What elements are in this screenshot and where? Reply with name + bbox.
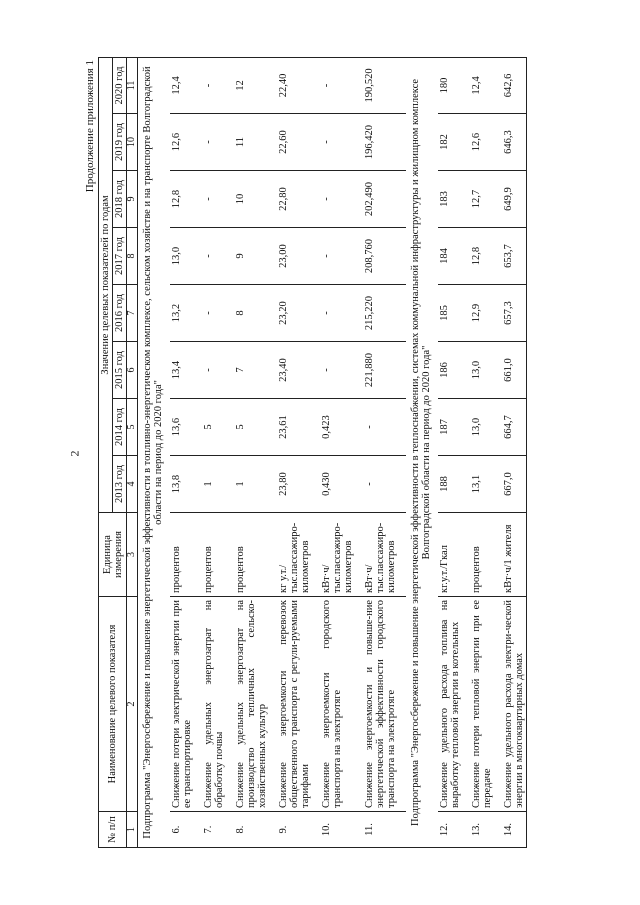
indicator-value: 642,6 (502, 57, 527, 113)
indicator-value: 1 (234, 456, 269, 513)
header-no: № п/п (99, 812, 127, 848)
column-number: 10 (127, 114, 138, 171)
indicator-value: 22,60 (277, 114, 312, 171)
indicator-value: 5 (234, 399, 269, 456)
indicator-unit: кВт·ч/1 жителя (502, 513, 527, 597)
column-number: 2 (127, 597, 138, 812)
column-number: 8 (127, 228, 138, 285)
column-number: 11 (127, 57, 138, 113)
row-spacer (269, 57, 277, 847)
column-number: 5 (127, 399, 138, 456)
header-year: 2018 год (113, 171, 127, 228)
indicator-value: 12,4 (170, 57, 194, 113)
row-spacer (194, 57, 202, 847)
header-year: 2017 год (113, 228, 127, 285)
indicator-value: 184 (438, 228, 462, 285)
table-row (502, 57, 527, 847)
indicator-value: - (202, 285, 226, 342)
table-row (470, 57, 494, 847)
indicator-unit: процентов (170, 513, 194, 597)
indicator-value: 182 (438, 114, 462, 171)
indicator-value: 12,6 (170, 114, 194, 171)
indicator-value: - (202, 114, 226, 171)
indicator-value: - (320, 285, 355, 342)
indicator-value: 13,8 (170, 456, 194, 513)
indicator-value: 196,420 (363, 114, 398, 171)
indicator-value: 13,0 (470, 342, 494, 399)
indicator-value: 208,760 (363, 228, 398, 285)
indicator-value: 12,4 (470, 57, 494, 113)
indicator-value: 8 (234, 285, 269, 342)
indicator-value: 13,4 (170, 342, 194, 399)
indicator-value: 12,6 (470, 114, 494, 171)
indicator-value: 22,40 (277, 57, 312, 113)
indicator-name: Снижение удельного расхода топлива на выработку тепловой энергии в котельных (438, 597, 462, 812)
indicator-value: 646,3 (502, 114, 527, 171)
indicator-unit: процентов (470, 513, 494, 597)
indicator-value: 661,0 (502, 342, 527, 399)
indicator-value: 11 (234, 114, 269, 171)
column-number: 4 (127, 456, 138, 513)
indicator-value: 180 (438, 57, 462, 113)
indicator-value: - (363, 399, 398, 456)
header-year: 2020 год (113, 57, 127, 113)
indicator-value: 13,1 (470, 456, 494, 513)
indicator-value: 10 (234, 171, 269, 228)
header-name: Наименование целевого показателя (99, 597, 127, 812)
page-number: 2 (67, 450, 82, 457)
indicator-name: Снижение потери тепловой энергии при ее передаче (470, 597, 494, 812)
indicator-value: - (320, 342, 355, 399)
indicator-value: 23,80 (277, 456, 312, 513)
indicator-unit: кг.у.т./Гкал (438, 513, 462, 597)
table-row (170, 57, 194, 847)
indicator-number: 11. (363, 812, 398, 848)
indicator-name: Снижение потери электрической энергии при ее транспортировке (170, 597, 194, 812)
indicator-value: 215,220 (363, 285, 398, 342)
indicator-value: 22,80 (277, 171, 312, 228)
indicator-number: 14. (502, 812, 527, 848)
indicator-value: 202,490 (363, 171, 398, 228)
indicator-value: 187 (438, 399, 462, 456)
indicator-name: Снижение энергоемкости перевозок общественного транспорта с регули-руемыми тарифами (277, 597, 312, 812)
indicator-value: 185 (438, 285, 462, 342)
indicator-value: - (320, 57, 355, 113)
indicator-value: - (202, 57, 226, 113)
indicator-value: - (202, 342, 226, 399)
indicator-number: 13. (470, 812, 494, 848)
indicator-value: 7 (234, 342, 269, 399)
rotated-document (82, 58, 582, 848)
indicator-number: 12. (438, 812, 462, 848)
column-numbers-row (127, 57, 138, 847)
indicator-number: 6. (170, 812, 194, 848)
indicator-number: 8. (234, 812, 269, 848)
header-year: 2014 год (113, 399, 127, 456)
table-row (320, 57, 355, 847)
row-spacer (398, 57, 406, 847)
table-row (202, 57, 226, 847)
indicator-unit: процентов (202, 513, 226, 597)
indicator-value: 5 (202, 399, 226, 456)
subprogram-title: Подпрограмма "Энергосбережение и повышение энергетической эффективности в теплоснабжении, системах коммунальной инфраструктуры и жилищном комплексе Волгоградской области на период до 2020 года" (406, 57, 438, 847)
indicator-value: 183 (438, 171, 462, 228)
indicator-value: 667,0 (502, 456, 527, 513)
indicator-value: - (202, 171, 226, 228)
indicator-unit: кВт·ч/ тыс.пассажиро-километров (320, 513, 355, 597)
indicator-unit: кВт·ч/ тыс.пассажиро-километров (363, 513, 398, 597)
indicator-value: 23,20 (277, 285, 312, 342)
indicator-value: 649,9 (502, 171, 527, 228)
header-years-group: Значение целевых показателей по годам (99, 57, 113, 512)
indicator-number: 9. (277, 812, 312, 848)
header-year: 2019 год (113, 114, 127, 171)
indicator-value: - (320, 114, 355, 171)
indicator-table (98, 57, 527, 848)
subprogram-title: Подпрограмма "Энергосбережение и повышение энергетической эффективности в топливно-энергетическом комплексе, сельском хозяйстве и на транспорте Волгоградской области на период до 2020 года" (138, 57, 171, 847)
header-year: 2015 год (113, 342, 127, 399)
row-spacer (312, 57, 320, 847)
indicator-value: 9 (234, 228, 269, 285)
column-number: 7 (127, 285, 138, 342)
row-spacer (462, 57, 470, 847)
indicator-value: 23,40 (277, 342, 312, 399)
indicator-value: 0,423 (320, 399, 355, 456)
indicator-value: 0,430 (320, 456, 355, 513)
subprogram-row (138, 57, 171, 847)
indicator-unit: кг у.т./ тыс.пассажиро-километров (277, 513, 312, 597)
continuation-label: Продолжение приложения 1 (84, 60, 96, 193)
indicator-value: - (202, 228, 226, 285)
row-spacer (494, 57, 502, 847)
indicator-value: 13,0 (170, 228, 194, 285)
column-number: 1 (127, 812, 138, 848)
table-row (277, 57, 312, 847)
indicator-value: 1 (202, 456, 226, 513)
indicator-value: - (363, 456, 398, 513)
header-year: 2013 год (113, 456, 127, 513)
indicator-value: 12 (234, 57, 269, 113)
indicator-unit: процентов (234, 513, 269, 597)
indicator-value: 12,8 (170, 171, 194, 228)
indicator-value: 653,7 (502, 228, 527, 285)
row-spacer (355, 57, 363, 847)
indicator-name: Снижение удельных энергозатрат на обработку почвы (202, 597, 226, 812)
indicator-value: 190,520 (363, 57, 398, 113)
indicator-value: 12,7 (470, 171, 494, 228)
indicator-value: - (320, 228, 355, 285)
column-number: 6 (127, 342, 138, 399)
indicator-name: Снижение энергоемкости городского транспорта на электротяге (320, 597, 355, 812)
indicator-number: 7. (202, 812, 226, 848)
indicator-name: Снижение удельного расхода электри-ческой энергии в многоквартирных домах (502, 597, 527, 812)
indicator-name: Снижение удельных энергозатрат на производство тепличных сельско-хозяйственных культур (234, 597, 269, 812)
indicator-value: 188 (438, 456, 462, 513)
table-row (363, 57, 398, 847)
indicator-value: 664,7 (502, 399, 527, 456)
table-body (138, 57, 527, 847)
indicator-value: - (320, 171, 355, 228)
table-row (234, 57, 269, 847)
header-year: 2016 год (113, 285, 127, 342)
indicator-value: 186 (438, 342, 462, 399)
indicator-value: 23,00 (277, 228, 312, 285)
indicator-value: 13,0 (470, 399, 494, 456)
indicator-value: 12,9 (470, 285, 494, 342)
indicator-value: 23,61 (277, 399, 312, 456)
table-row (438, 57, 462, 847)
subprogram-row (406, 57, 438, 847)
indicator-value: 13,6 (170, 399, 194, 456)
row-spacer (226, 57, 234, 847)
indicator-value: 12,8 (470, 228, 494, 285)
column-number: 3 (127, 513, 138, 597)
indicator-name: Снижение энергоемкости и повыше-ние энергетической эффективности городского транспорта на электротяге (363, 597, 398, 812)
header-unit: Единица измерения (99, 513, 127, 597)
indicator-value: 657,3 (502, 285, 527, 342)
indicator-value: 221,880 (363, 342, 398, 399)
column-number: 9 (127, 171, 138, 228)
indicator-number: 10. (320, 812, 355, 848)
indicator-value: 13,2 (170, 285, 194, 342)
